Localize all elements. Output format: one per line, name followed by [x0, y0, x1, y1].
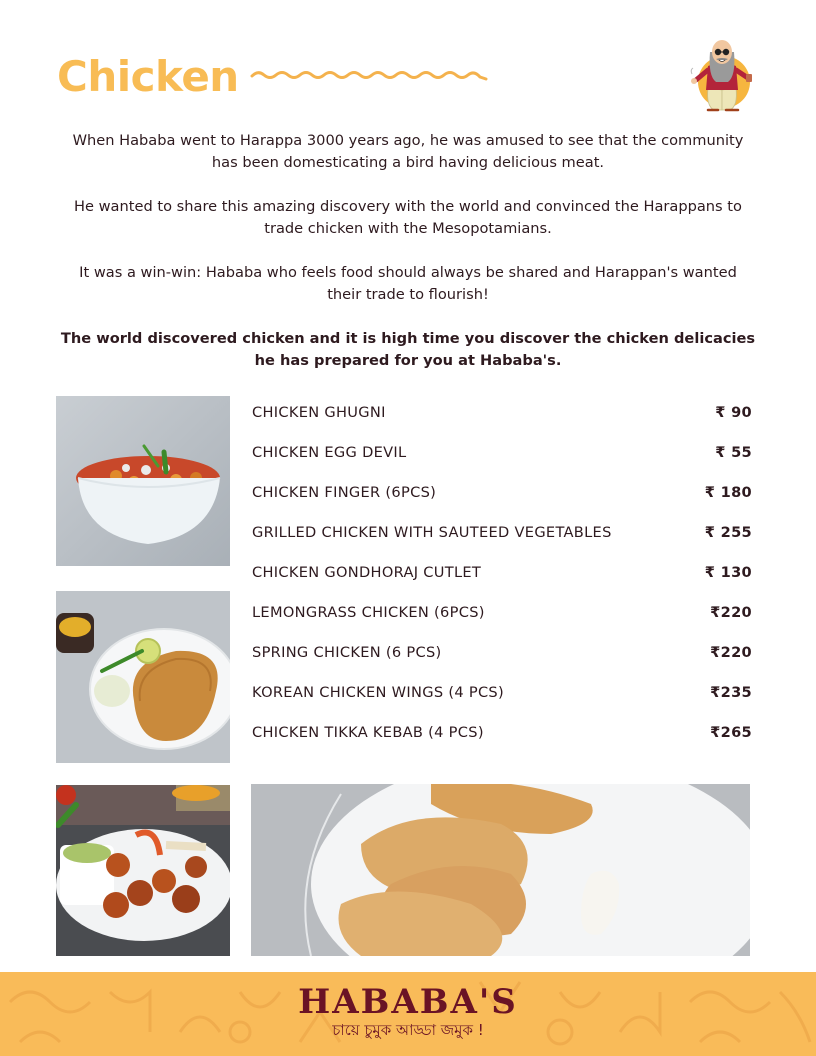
menu-item-name: LEMONGRASS CHICKEN (6PCS) [252, 603, 485, 621]
menu-item [252, 672, 752, 712]
menu-item-name: CHICKEN TIKKA KEBAB (4 PCS) [252, 723, 484, 741]
menu-item [252, 472, 752, 512]
menu-item-name: CHICKEN GONDHORAJ CUTLET [252, 563, 482, 581]
menu-item-price: ₹265 [710, 723, 752, 741]
menu-item-price: ₹235 [710, 683, 752, 701]
menu-item [252, 592, 752, 632]
intro-highlight: The world discovered chicken and it is high time you discover the chicken delicacies he has prepared for you at Hababa's. [60, 330, 756, 369]
menu-item-name: CHICKEN GHUGNI [252, 403, 386, 421]
intro-paragraph: He wanted to share this amazing discovery with the world and convinced the Harappans to trade chicken with the Mesopotamians. [74, 198, 742, 237]
footer-banner [0, 972, 816, 1056]
menu-item [252, 392, 752, 432]
menu-list [252, 392, 752, 752]
intro-paragraph: It was a win-win: Hababa who feels food should always be shared and Harappan's wanted their trade to flourish! [79, 264, 737, 303]
menu-item [252, 632, 752, 672]
squiggle-decoration-icon [250, 66, 488, 84]
photo-chicken-fritters [251, 784, 750, 956]
menu-item-name: CHICKEN FINGER (6PCS) [252, 483, 437, 501]
menu-item-price: ₹ 55 [715, 443, 752, 461]
brand-logo: HABABA'S [298, 982, 518, 1022]
brand-tagline: চায়ে চুমুক আড্ডা জমুক ! [332, 1021, 484, 1039]
menu-item-price: ₹ 130 [704, 563, 752, 581]
photo-chicken-ghugni [56, 396, 230, 566]
menu-item-name: KOREAN CHICKEN WINGS (4 PCS) [252, 683, 504, 701]
hababa-mascot-icon [684, 30, 760, 114]
menu-item [252, 432, 752, 472]
page-title: Chicken [57, 52, 239, 101]
menu-item [252, 712, 752, 752]
menu-item-price: ₹220 [710, 603, 752, 621]
menu-item-price: ₹ 90 [715, 403, 752, 421]
menu-item [252, 552, 752, 592]
menu-item-name: SPRING CHICKEN (6 PCS) [252, 643, 442, 661]
menu-item-price: ₹220 [710, 643, 752, 661]
photo-chicken-cutlet [56, 591, 230, 763]
menu-item-name: GRILLED CHICKEN WITH SAUTEED VEGETABLES [252, 523, 612, 541]
menu-item [252, 512, 752, 552]
menu-item-name: CHICKEN EGG DEVIL [252, 443, 407, 461]
photo-chicken-tikka [56, 785, 230, 956]
intro-text [60, 130, 756, 372]
intro-paragraph: When Hababa went to Harappa 3000 years ago, he was amused to see that the community has been domesticating a bird having delicious meat. [72, 132, 744, 171]
menu-item-price: ₹ 180 [704, 483, 752, 501]
menu-item-price: ₹ 255 [704, 523, 752, 541]
